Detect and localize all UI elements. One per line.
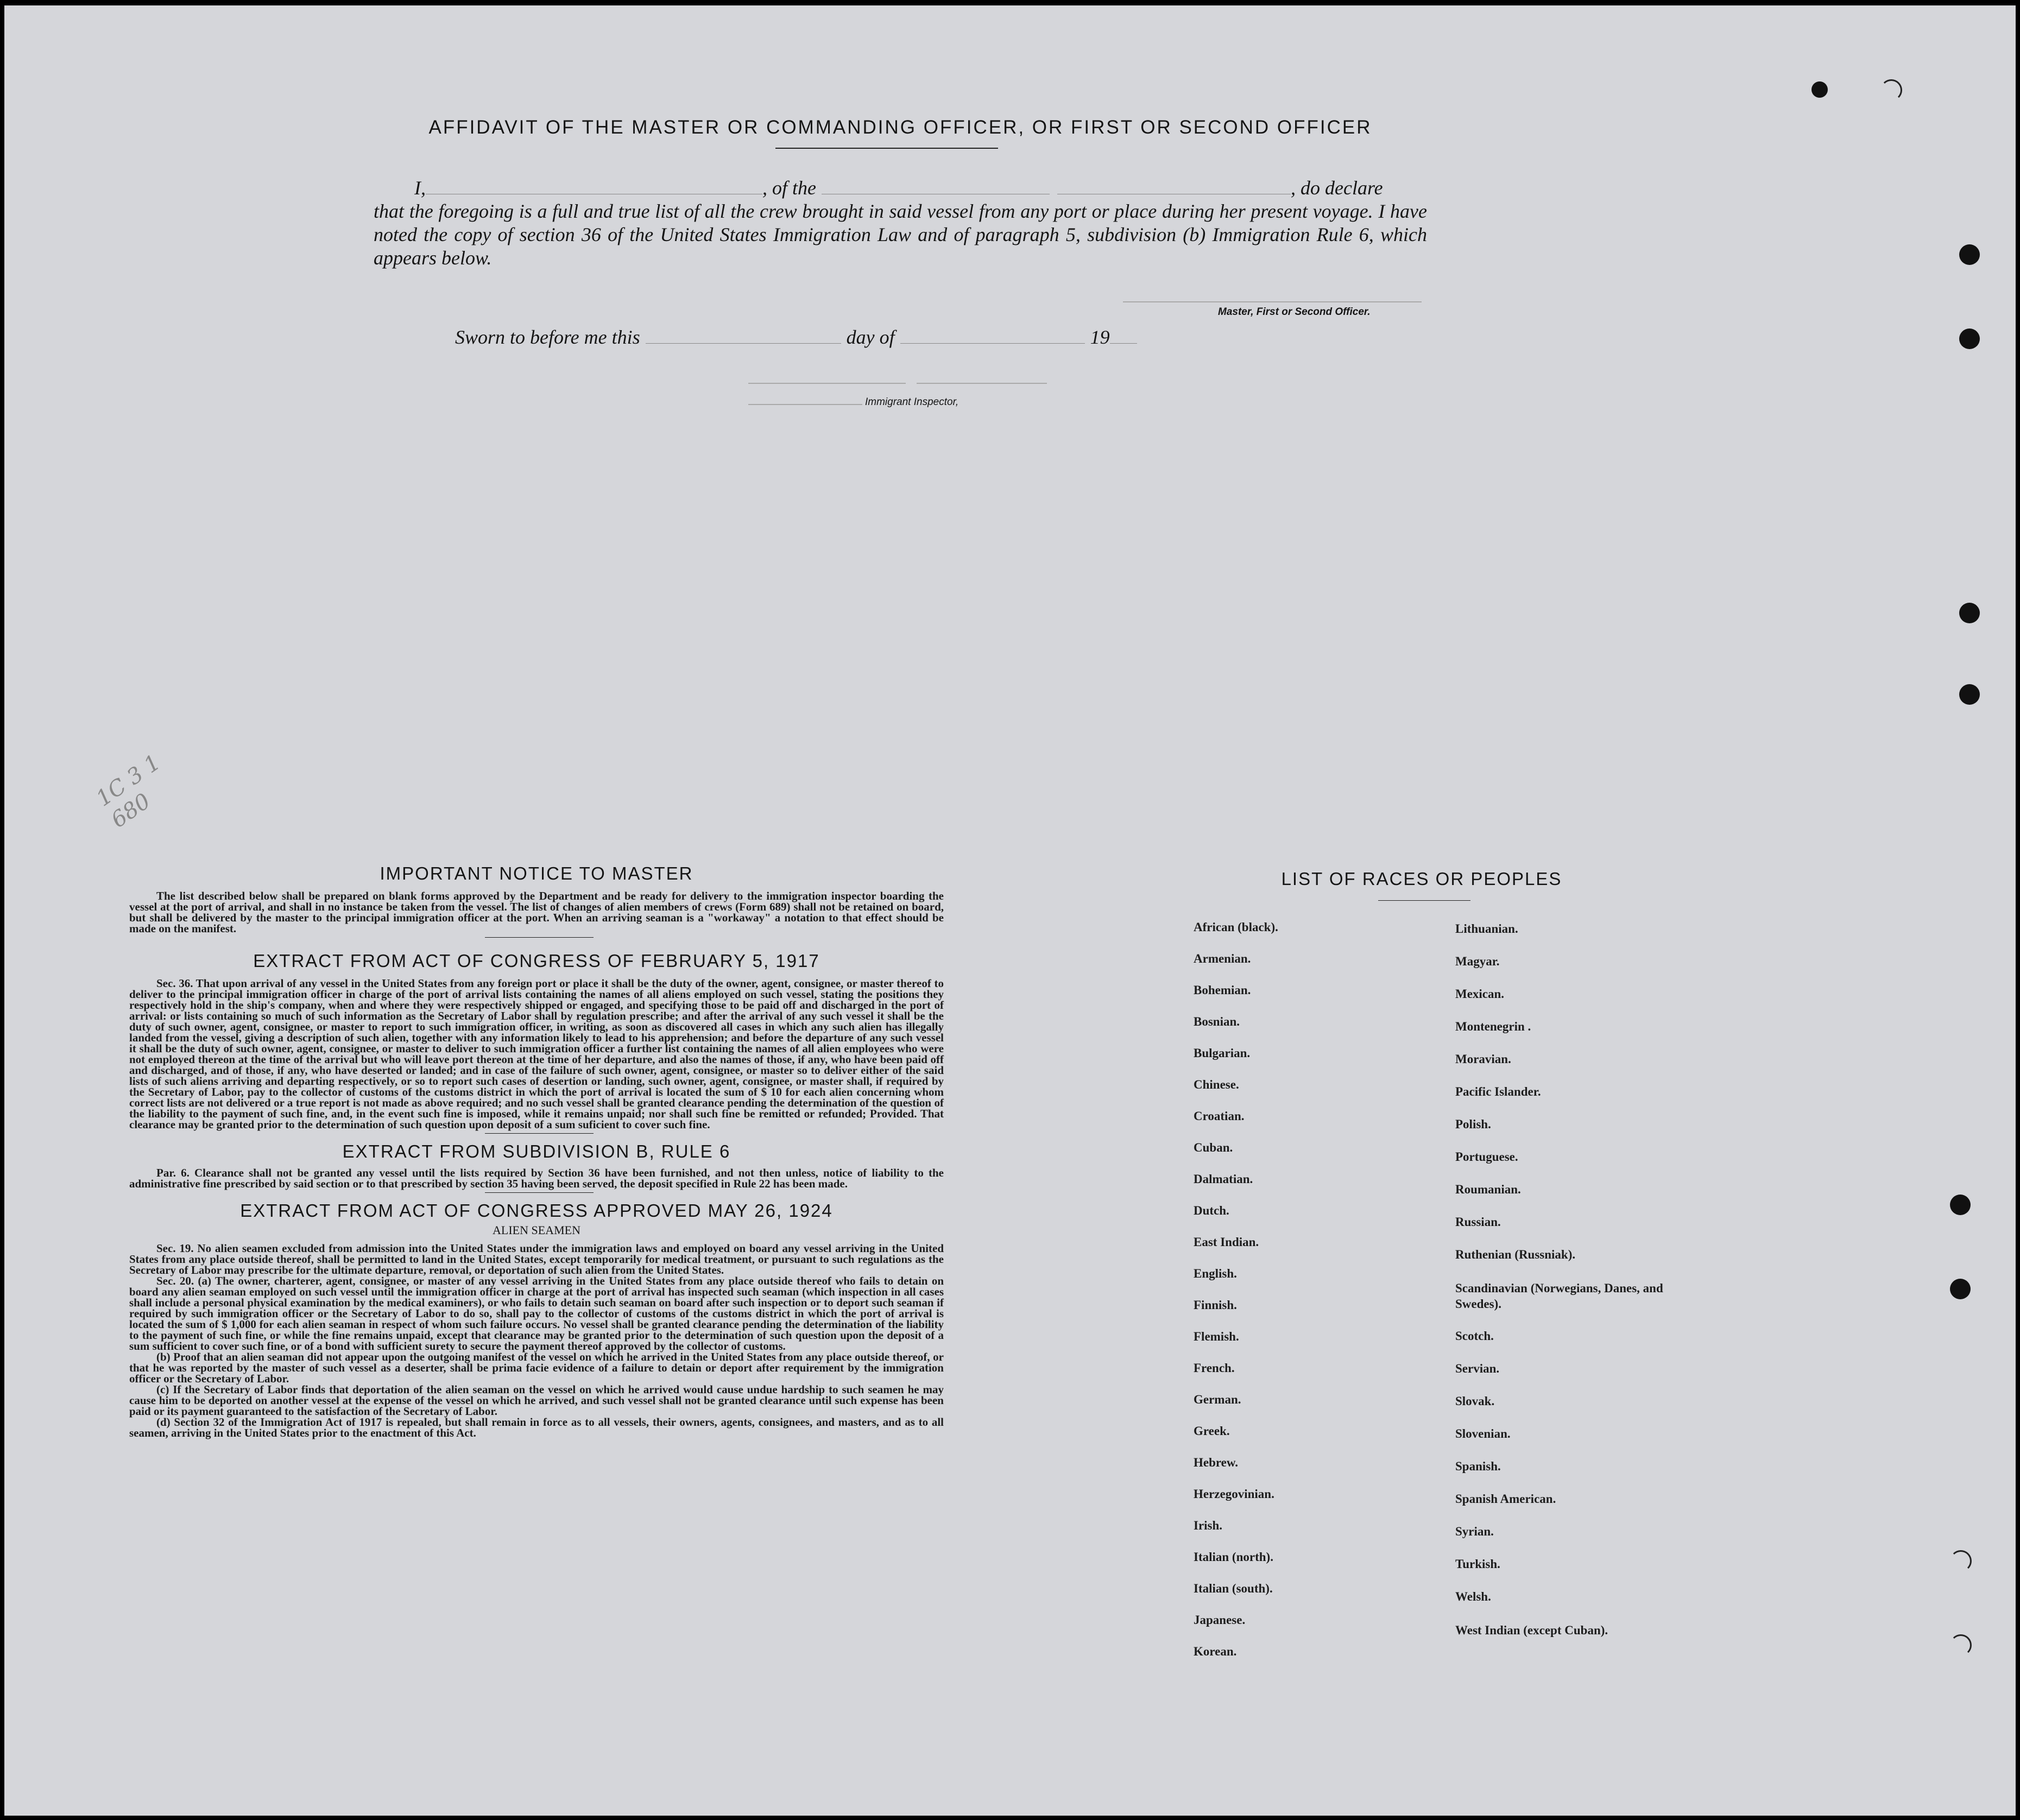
- section-19-paragraph: Sec. 19. No alien seamen excluded from admission into the United States under the immigration laws and employed on board any vessel arriving in the United States from any place outside thereof, shall be permitted to land in the United States, except temporarily for medical treatment, or pursuant to such regulations as the Secretary of Labor may prescribe for the ultimate departure, removal, or deportation of such alien from the United States.: [129, 1242, 944, 1276]
- day-blank: [646, 328, 841, 344]
- binder-hole: [1959, 328, 1980, 349]
- race-item: Armenian.: [1194, 952, 1251, 965]
- extract-1917-title: EXTRACT FROM ACT OF CONGRESS OF FEBRUARY 5, 1917: [253, 951, 820, 971]
- vessel-blank-2: [1057, 179, 1291, 194]
- race-item: Roumanian.: [1455, 1183, 1521, 1196]
- handwritten-margin-note: 1C 3 1 680: [91, 749, 165, 833]
- notice-body: [129, 890, 944, 934]
- year-text: 19: [1090, 326, 1110, 348]
- race-item: Dutch.: [1194, 1204, 1229, 1217]
- race-item: Greek.: [1194, 1424, 1230, 1438]
- binder-hole: [1959, 684, 1980, 705]
- race-item: Japanese.: [1194, 1613, 1246, 1627]
- declaration-i: I,: [414, 177, 426, 199]
- race-item: Slovenian.: [1455, 1427, 1511, 1440]
- race-item: African (black).: [1194, 920, 1278, 934]
- race-item: English.: [1194, 1267, 1237, 1280]
- race-item: Herzegovinian.: [1194, 1487, 1274, 1501]
- inspector-label: Immigrant Inspector,: [865, 396, 959, 408]
- race-item: Magyar.: [1455, 955, 1500, 968]
- race-item: Mexican.: [1455, 987, 1505, 1001]
- declaration: [374, 176, 1427, 270]
- extract-1924-title: EXTRACT FROM ACT OF CONGRESS APPROVED MAY 26, 1924: [240, 1200, 833, 1221]
- binder-hole: [1950, 1550, 1972, 1572]
- inspector-line-1: [748, 383, 906, 384]
- races-title-underline: [1378, 900, 1470, 901]
- race-item: Flemish.: [1194, 1330, 1239, 1343]
- race-item: Pacific Islander.: [1455, 1085, 1541, 1098]
- section-20b-paragraph: (b) Proof that an alien seaman did not appear upon the outgoing manifest of the vessel on which he arrived in the United States from any place outside thereof, or that he was reported by the master of such vessel as a deserter, shall be prima facie evidence of a failure to detain or deport after requirement by the immigration officer or the Secretary of Labor.: [129, 1350, 944, 1385]
- race-item: Servian.: [1455, 1362, 1500, 1375]
- binder-hole: [1950, 1195, 1971, 1215]
- affidavit-title: AFFIDAVIT OF THE MASTER OR COMMANDING OFFICER, OR FIRST OR SECOND OFFICER: [428, 117, 1372, 138]
- extract-1924-subtitle: ALIEN SEAMEN: [493, 1223, 580, 1237]
- race-item: Slovak.: [1455, 1394, 1495, 1408]
- race-item: Turkish.: [1455, 1557, 1500, 1571]
- notice-paragraph: The list described below shall be prepared on blank forms approved by the Department and be ready for delivery to the immigration inspector boarding the vessel at the port of arrival, and shall in no instance be taken from the vessel. The list of changes of alien members of crews (Form 689) shall not be retained on board, but shall be delivered by the master to the principal immigration officer at the port. When an arriving seaman is a "workaway" a notation to that effect should be made on the manifest.: [129, 889, 944, 935]
- race-item: Polish.: [1455, 1117, 1491, 1131]
- subdivision-body: [129, 1167, 944, 1189]
- race-item: East Indian.: [1194, 1235, 1259, 1249]
- declaration-do-declare: , do declare: [1290, 177, 1383, 199]
- race-item: Montenegrin .: [1455, 1020, 1531, 1033]
- race-item: Bohemian.: [1194, 983, 1251, 997]
- race-item: Irish.: [1194, 1519, 1223, 1532]
- section-20d-paragraph: (d) Section 32 of the Immigration Act of 1917 is repealed, but shall remain in force as to all vessels, their owners, agents, consignees, and masters, and as to all seamen, arriving in the United States prior to the enactment of this Act.: [129, 1415, 944, 1439]
- extract-1917-body: [129, 978, 944, 1130]
- extract-1917-rule: [485, 1133, 594, 1134]
- sworn-line: [455, 326, 1137, 349]
- subdivision-rule: [485, 1192, 594, 1193]
- race-item: Portuguese.: [1455, 1150, 1518, 1164]
- binder-hole: [1811, 81, 1828, 98]
- binder-hole: [1959, 244, 1980, 265]
- vessel-blank: [822, 179, 1050, 194]
- race-item: Syrian.: [1455, 1525, 1494, 1538]
- race-item: Scotch.: [1455, 1329, 1494, 1343]
- race-item: Lithuanian.: [1455, 922, 1518, 936]
- extract-1917-paragraph: Sec. 36. That upon arrival of any vessel in the United States from any foreign port or place it shall be the duty of the owner, agent, consignee, or master thereof to deliver to the principal immigration officer in charge of the port of arrival lists containing the names of all aliens employed on such vessel, stating the positions they respectively hold in the ship's company, when and where they were respectively shipped or engaged, and specifying those to be paid off and discharged in the port of arrival: or lists containing so much of such information as the Secretary of Labor shall by regulation prescribe; and after the arrival of any such vessel it shall be the duty of such owner, agent, consignee, or master to report to such immigration officer, in writing, as soon as discovered all cases in which any such alien has illegally landed from the vessel, giving a description of such alien, together with any information likely to lead to his apprehension; and before the departure of any such vessel it shall be the duty of such owner, agent, consignee, or master to deliver to such immigration officer a further list containing the names of all alien employees who were not employed thereon at the time of the arrival but who will leave port thereon at the time of her departure, and also the names of those, if any, who have been paid off and discharged, and of those, if any, who have deserted or landed; and in case of the failure of such owner, agent, consignee, or master so to deliver either of the said lists of such aliens arriving and departing respectively, or so to report such cases of desertion or landing, such owner, agent, consignee, or master shall, if required by the Secretary of Labor, pay to the collector of customs of the customs district in which the port of arrival is located the sum of $ 10 for each alien concerning whom correct lists are not delivered or a true report is not made as above required; and no such vessel shall be granted clearance pending the determination of the question of the liability to the payment of such fine, and, in the event such fine is imposed, while it remains unpaid; nor shall such fine be remitted or refunded; Provided. That clearance may be granted prior to the determination of such question upon deposit of a sum suficient to cover such fine.: [129, 977, 944, 1131]
- notice-rule: [485, 937, 594, 938]
- inspector-line-2: [917, 383, 1047, 384]
- race-item: Scandinavian (Norwegians, Danes, and Swedes).: [1455, 1281, 1663, 1311]
- inspector-line-3: [748, 404, 862, 405]
- section-20a-paragraph: Sec. 20. (a) The owner, charterer, agent, consignee, or master of any vessel arriving in the United States from any place outside thereof who fails to detain on board any alien seaman employed on such vessel until the immigration officer in charge at the port of arrival has inspected such seaman (which inspection in all cases shall include a personal physical examination by the medical examiners), or who fails to detain such seaman on board after such inspection or to deport such seaman if required by such immigration officer or the Secretary of Labor to do so, shall pay to the collector of customs of the customs district in which the port of arrival is located the sum of $ 1,000 for each alien seaman in respect of whom such failure occurs. No vessel shall be granted clearance pending the determination of the liability to the payment of such fine, or while the fine remains unpaid, except that clearance may be granted prior to the determination of such question upon the deposit of a sum sufficient to cover such fine, or of a bond with sufficient surety to secure the payment thereof approved by the collector of customs.: [129, 1274, 944, 1353]
- subdivision-title: EXTRACT FROM SUBDIVISION B, RULE 6: [342, 1141, 731, 1161]
- year-blank: [1110, 328, 1137, 344]
- race-item: Korean.: [1194, 1645, 1237, 1658]
- race-item: Finnish.: [1194, 1298, 1237, 1312]
- race-item: Cuban.: [1194, 1141, 1233, 1154]
- subdivision-paragraph: Par. 6. Clearance shall not be granted any vessel until the lists required by Section 36 have been furnished, and not then unless, notice of liability to the administrative fine prescribed by said section or to that prescribed by section 35 having been served, the deposit specified in Rule 22 has been made.: [129, 1166, 944, 1190]
- race-item: West Indian (except Cuban).: [1455, 1623, 1608, 1637]
- title-underline: [775, 148, 998, 149]
- race-item: Bulgarian.: [1194, 1046, 1251, 1060]
- signature-line: [1123, 301, 1422, 302]
- day-of-text: day of: [846, 326, 895, 348]
- race-item: Dalmatian.: [1194, 1172, 1253, 1186]
- declaration-of-the: , of the: [762, 177, 816, 199]
- race-item: Bosnian.: [1194, 1015, 1240, 1028]
- master-signature-label: Master, First or Second Officer.: [1218, 306, 1371, 318]
- race-item: French.: [1194, 1361, 1235, 1375]
- binder-hole: [1950, 1634, 1972, 1656]
- document-page: [4, 5, 2016, 1816]
- binder-hole: [1950, 1279, 1971, 1299]
- notice-title: IMPORTANT NOTICE TO MASTER: [380, 863, 693, 883]
- race-item: Croatian.: [1194, 1109, 1245, 1123]
- sworn-text: Sworn to before me this: [455, 326, 640, 348]
- race-item: Moravian.: [1455, 1052, 1511, 1066]
- race-item: Italian (north).: [1194, 1550, 1273, 1564]
- declaration-body: that the foregoing is a full and true list of all the crew brought in said vessel from any port or place during her present voyage. I have noted the copy of section 36 of the United States Immigration Law and of paragraph 5, subdivision (b) Immigration Rule 6, which appears below.: [374, 200, 1427, 269]
- race-item: Russian.: [1455, 1215, 1501, 1229]
- race-item: Italian (south).: [1194, 1582, 1273, 1595]
- race-item: Welsh.: [1455, 1590, 1491, 1603]
- name-blank: [426, 179, 762, 194]
- races-title: LIST OF RACES OR PEOPLES: [1281, 869, 1562, 889]
- race-item: Hebrew.: [1194, 1456, 1238, 1469]
- race-item: German.: [1194, 1393, 1241, 1406]
- race-item: Chinese.: [1194, 1078, 1239, 1091]
- binder-hole: [1959, 603, 1980, 623]
- notice-section: [129, 863, 944, 1438]
- section-20c-paragraph: (c) If the Secretary of Labor finds that deportation of the alien seaman on the vessel on which he arrived would cause undue hardship to such seamen he may cause him to be deported on another vessel at the expense of the vessel on which he arrived, and such vessel shall not be granted clearance until such expense has been paid or its payment guaranteed to the satisfaction of the Secretary of Labor.: [129, 1383, 944, 1418]
- extract-1924-body: [129, 1243, 944, 1438]
- race-item: Spanish.: [1455, 1459, 1501, 1473]
- month-blank: [900, 328, 1085, 344]
- binder-hole: [1880, 79, 1902, 101]
- race-item: Ruthenian (Russniak).: [1455, 1248, 1576, 1261]
- race-item: Spanish American.: [1455, 1492, 1556, 1506]
